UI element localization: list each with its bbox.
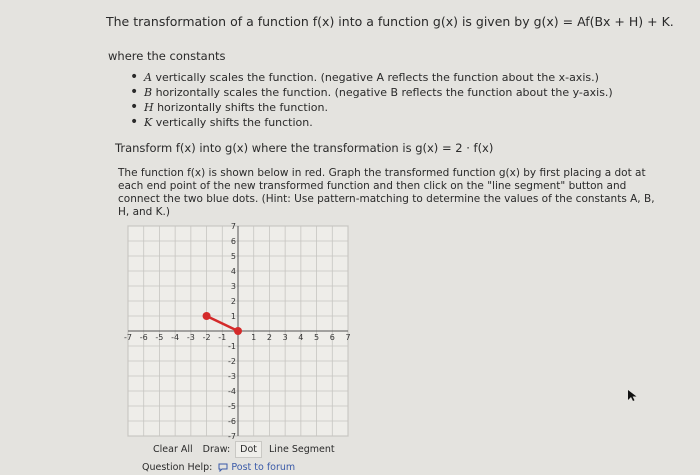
list-item [130,100,613,115]
y-tick-label: 2 [230,297,236,306]
bullet-b-text: horizontally scales the function. (negative B reflects the function about the y-axis.) [152,86,613,99]
y-tick-label: 3 [230,282,236,291]
bullet-k-text: vertically shifts the function. [152,116,313,129]
endpoint-dot [234,327,242,335]
graph-toolbar [148,441,340,457]
list-item [130,70,613,85]
endpoint-dot [203,312,211,320]
list-item [130,85,613,100]
y-tick-label: -3 [228,372,236,381]
y-tick-label: 4 [230,267,236,276]
var-a: A [144,71,152,84]
line-segment-button[interactable]: Line Segment [269,443,335,455]
question-help [142,462,295,473]
y-tick-label: 7 [230,222,236,231]
x-tick-label: -5 [155,333,164,342]
x-tick-label: -4 [171,333,180,342]
x-tick-label: 3 [282,333,288,342]
x-tick-label: 5 [314,333,320,342]
where-text: where the constants [108,49,226,63]
speech-bubble-icon [218,463,228,472]
question-help-label: Question Help: [142,462,213,473]
var-b: B [144,86,153,99]
y-tick-label: -5 [228,402,236,411]
x-tick-label: 7 [345,333,351,342]
transform-text: Transform f(x) into g(x) where the transformation is g(x) = 2 · f(x) [115,141,494,155]
y-tick-label: 1 [230,312,236,321]
x-tick-label: -2 [202,333,211,342]
mouse-pointer-icon [628,390,638,402]
y-tick-label: 6 [230,237,236,246]
bullet-a-text: vertically scales the function. (negative A reflects the function about the x-axis.) [151,71,599,84]
list-item [130,115,613,130]
var-h: H [144,101,154,114]
draw-label: Draw: [202,443,231,455]
constants-list [130,70,613,130]
y-tick-label: 5 [230,252,236,261]
x-tick-label: -3 [186,333,195,342]
y-tick-label: -2 [228,357,236,366]
x-tick-label: -7 [124,333,132,342]
graph-canvas[interactable] [122,220,354,442]
intro-text: The transformation of a function f(x) into a function g(x) is given by g(x) = Af(Bx + H) + K. [106,14,674,29]
var-k: K [144,116,153,129]
x-tick-label: -1 [218,333,227,342]
instructions-text: The function f(x) is shown below in red. Graph the transformed function g(x) by first placing a dot at each end point of the new transformed function and then click on the "line segment" button and connect the two blue dots. (Hint: Use pattern-matching to determine the values of the constants A, B, H, and K.) [118,167,655,218]
x-tick-label: 4 [298,333,304,342]
dot-button[interactable]: Dot [235,441,262,458]
bullet-h-text: horizontally shifts the function. [153,101,328,114]
y-tick-label: -6 [228,417,236,426]
post-to-forum-link[interactable] [218,462,295,473]
y-tick-label: -1 [228,342,236,351]
x-tick-label: 6 [329,333,335,342]
y-tick-label: -4 [228,387,236,396]
post-to-forum-label: Post to forum [231,462,296,473]
x-tick-label: 2 [266,333,272,342]
y-tick-label: -7 [228,432,236,441]
x-tick-label: -6 [139,333,148,342]
clear-all-button[interactable]: Clear All [153,443,193,455]
x-tick-label: 1 [251,333,257,342]
